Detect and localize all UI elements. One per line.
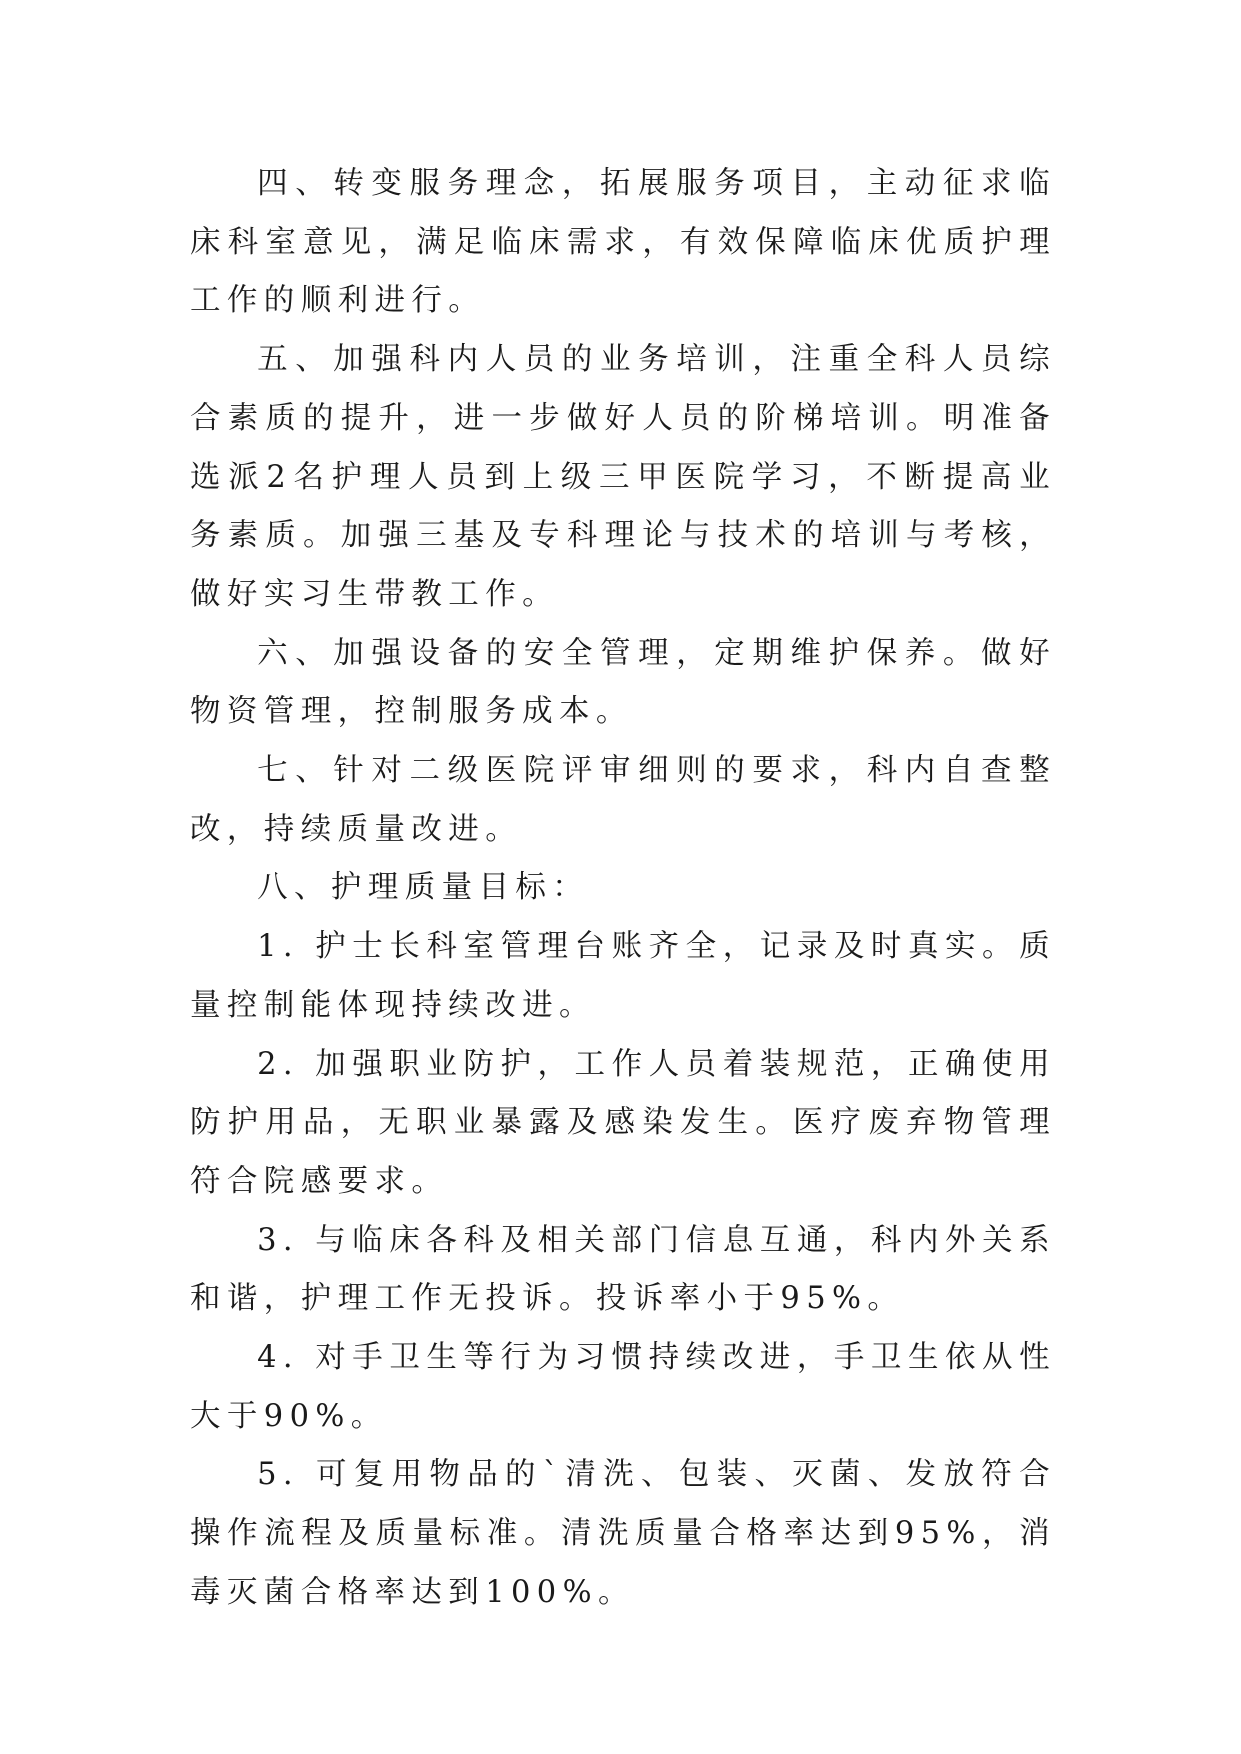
paragraph-goal-5: 5. 可复用物品的`清洗、包装、灭菌、发放符合操作流程及质量标准。清洗质量合格率达到95%，消毒灭菌合格率达到100%。 [190, 1457, 1056, 1610]
paragraph-goal-3: 3. 与临床各科及相关部门信息互通，科内外关系和谐，护理工作无投诉。投诉率小于95%。 [190, 1222, 1056, 1317]
paragraph-service-concept: 四、转变服务理念，拓展服务项目，主动征求临床科室意见，满足临床需求，有效保障临床优质护理工作的顺利进行。 [190, 166, 1056, 319]
paragraph-hospital-review: 七、针对二级医院评审细则的要求，科内自查整改，持续质量改进。 [190, 753, 1056, 847]
paragraph-equipment-management: 六、加强设备的安全管理，定期维护保养。做好物资管理，控制服务成本。 [190, 635, 1056, 730]
document-body [190, 155, 1056, 1623]
paragraph-goal-4: 4. 对手卫生等行为习惯持续改进，手卫生依从性大于90%。 [190, 1340, 1056, 1434]
paragraph-quality-goals-heading: 八、护理质量目标： [257, 870, 590, 906]
paragraph-goal-2: 2. 加强职业防护，工作人员着装规范，正确使用防护用品，无职业暴露及感染发生。医疗废弃物管理符合院感要求。 [190, 1046, 1056, 1199]
paragraph-staff-training: 五、加强科内人员的业务培训，注重全科人员综合素质的提升，进一步做好人员的阶梯培训。明准备选派2名护理人员到上级三甲医院学习，不断提高业务素质。加强三基及专科理论与技术的培训与考核，做好实习生带教工作。 [190, 342, 1056, 612]
paragraph-goal-1: 1. 护士长科室管理台账齐全，记录及时真实。质量控制能体现持续改进。 [190, 929, 1056, 1023]
